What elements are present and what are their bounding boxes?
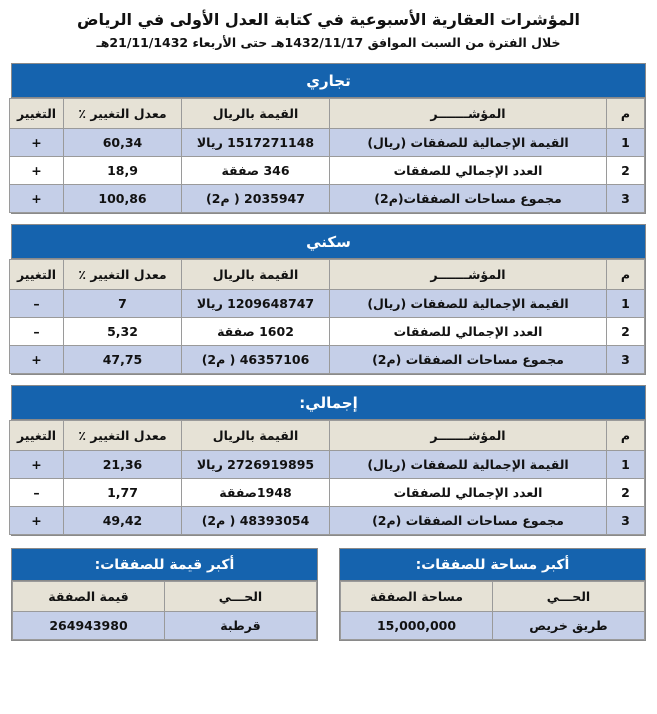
table-header-row — [341, 582, 645, 612]
cell-index: 1 — [607, 290, 645, 318]
page-subtitle: خلال الفترة من السبت الموافق 1432/11/17هـ حتى الأربعاء 21/11/1432هـ — [96, 35, 561, 50]
cell-rate: 100,86 — [64, 185, 182, 213]
cell-rate: 60,34 — [64, 129, 182, 157]
table-block-residential — [11, 224, 646, 375]
cell-change: + — [10, 451, 64, 479]
cell-index: 3 — [607, 346, 645, 374]
cell-rate: 1,77 — [64, 479, 182, 507]
col-header-change: التغيير — [10, 99, 64, 129]
cell-rate: 47,75 — [64, 346, 182, 374]
table-row — [341, 612, 645, 640]
cell-district: طريق خريص — [493, 612, 645, 640]
table-band-commercial: تجاري — [12, 64, 645, 98]
table-header-row — [10, 421, 645, 451]
table-largest-value — [12, 581, 317, 640]
cell-change: – — [10, 290, 64, 318]
col-header-rate: معدل التغيير ٪ — [64, 260, 182, 290]
table-block-total — [11, 385, 646, 536]
col-header-change: التغيير — [10, 260, 64, 290]
col-header-indicator: المؤشـــــــر — [330, 421, 607, 451]
cell-index: 2 — [607, 479, 645, 507]
col-header-value: القيمة بالريال — [182, 99, 330, 129]
cell-indicator: مجموع مساحات الصفقات (م2) — [330, 507, 607, 535]
cell-value: 48393054 ( م2) — [182, 507, 330, 535]
col-header-rate: معدل التغيير ٪ — [64, 99, 182, 129]
col-header-indicator: المؤشـــــــر — [330, 260, 607, 290]
col-header-rate: معدل التغيير ٪ — [64, 421, 182, 451]
cell-index: 1 — [607, 451, 645, 479]
cell-indicator: مجموع مساحات الصفقات (م2) — [330, 346, 607, 374]
cell-value: 346 صفقة — [182, 157, 330, 185]
cell-indicator: العدد الإجمالي للصفقات — [330, 479, 607, 507]
page-title: المؤشرات العقارية الأسبوعية في كتابة العدل الأولى في الرياض — [77, 10, 580, 29]
cell-district: قرطبة — [165, 612, 317, 640]
col-header-index: م — [607, 260, 645, 290]
col-header-deal-value: قيمة الصفقة — [13, 582, 165, 612]
table-row — [10, 290, 645, 318]
col-header-index: م — [607, 421, 645, 451]
table-residential — [9, 259, 645, 374]
cell-deal-value: 264943980 — [13, 612, 165, 640]
cell-rate: 7 — [64, 290, 182, 318]
table-band-total: إجمالي: — [12, 386, 645, 420]
table-row — [10, 185, 645, 213]
cell-index: 3 — [607, 185, 645, 213]
cell-value: 1948صفقة — [182, 479, 330, 507]
table-header-row — [10, 99, 645, 129]
cell-value: 2726919895 ريالا — [182, 451, 330, 479]
cell-value: 1209648747 ريالا — [182, 290, 330, 318]
table-header-row — [10, 260, 645, 290]
cell-change: + — [10, 507, 64, 535]
cell-indicator: القيمة الإجمالية للصفقات (ريال) — [330, 129, 607, 157]
cell-change: + — [10, 129, 64, 157]
table-row — [13, 612, 317, 640]
cell-indicator: العدد الإجمالي للصفقات — [330, 157, 607, 185]
table-commercial — [9, 98, 645, 213]
col-header-value: القيمة بالريال — [182, 421, 330, 451]
cell-index: 2 — [607, 318, 645, 346]
table-total — [9, 420, 645, 535]
card-largest-deal-area — [339, 548, 646, 641]
bottom-cards-row — [11, 548, 646, 641]
cell-indicator: مجموع مساحات الصفقات(م2) — [330, 185, 607, 213]
cell-index: 3 — [607, 507, 645, 535]
cell-rate: 5,32 — [64, 318, 182, 346]
cell-value: 46357106 ( م2) — [182, 346, 330, 374]
col-header-value: القيمة بالريال — [182, 260, 330, 290]
col-header-change: التغيير — [10, 421, 64, 451]
table-row — [10, 129, 645, 157]
cell-value: 1517271148 ريالا — [182, 129, 330, 157]
col-header-district: الحـــي — [493, 582, 645, 612]
col-header-index: م — [607, 99, 645, 129]
cell-indicator: القيمة الإجمالية للصفقات (ريال) — [330, 290, 607, 318]
col-header-deal-area: مساحة الصفقة — [341, 582, 493, 612]
table-row — [10, 507, 645, 535]
cell-indicator: العدد الإجمالي للصفقات — [330, 318, 607, 346]
card-band-largest-area: أكبر مساحة للصفقات: — [340, 549, 645, 581]
cell-deal-area: 15,000,000 — [341, 612, 493, 640]
cell-change: + — [10, 346, 64, 374]
table-row — [10, 157, 645, 185]
title-block — [11, 0, 646, 53]
cell-change: + — [10, 185, 64, 213]
card-band-largest-value: أكبر قيمة للصفقات: — [12, 549, 317, 581]
cell-indicator: القيمة الإجمالية للصفقات (ريال) — [330, 451, 607, 479]
table-row — [10, 346, 645, 374]
cell-index: 2 — [607, 157, 645, 185]
table-band-residential: سكني — [12, 225, 645, 259]
cell-value: 2035947 ( م2) — [182, 185, 330, 213]
table-row — [10, 451, 645, 479]
cell-rate: 21,36 — [64, 451, 182, 479]
cell-index: 1 — [607, 129, 645, 157]
cell-value: 1602 صفقة — [182, 318, 330, 346]
table-largest-area — [340, 581, 645, 640]
table-row — [10, 318, 645, 346]
cell-rate: 18,9 — [64, 157, 182, 185]
cell-rate: 49,42 — [64, 507, 182, 535]
col-header-indicator: المؤشـــــــر — [330, 99, 607, 129]
table-row — [10, 479, 645, 507]
card-largest-deal-value — [11, 548, 318, 641]
table-block-commercial — [11, 63, 646, 214]
cell-change: – — [10, 318, 64, 346]
cell-change: + — [10, 157, 64, 185]
table-header-row — [13, 582, 317, 612]
cell-change: – — [10, 479, 64, 507]
col-header-district: الحـــي — [165, 582, 317, 612]
